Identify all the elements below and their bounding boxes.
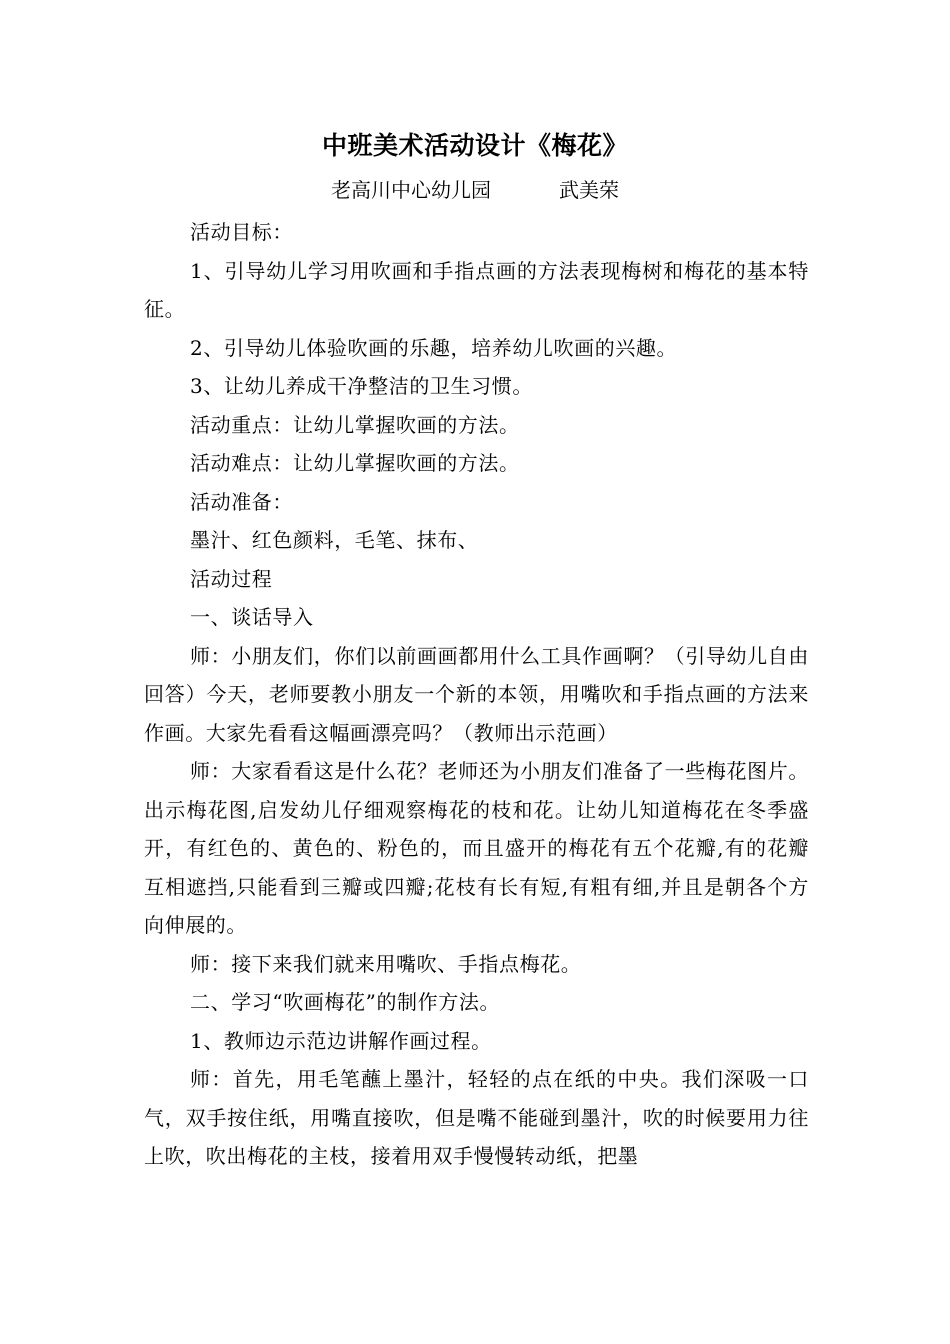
paragraph-step-1: 1、教师边示范边讲解作画过程。	[190, 1028, 492, 1053]
paragraph-difficulty: 活动难点：让幼儿掌握吹画的方法。	[190, 451, 520, 475]
paragraph-teacher-intro: 师：小朋友们，你们以前画画都用什么工具作画啊？（引导幼儿自由回答）今天，老师要教小朋友一个新的本领，用嘴吹和手指点画的方法来作画。大家先看看这幅画漂亮吗？（教师出示范画）	[144, 643, 809, 745]
document-title: 中班美术活动设计《梅花》	[321, 131, 628, 160]
paragraph-process-heading: 活动过程	[190, 566, 273, 591]
paragraph-section-1: 一、谈话导入	[190, 605, 314, 629]
document-body	[144, 213, 809, 1176]
paragraph-goals-heading: 活动目标：	[190, 220, 293, 244]
paragraph-preparation-heading: 活动准备：	[190, 489, 293, 514]
paragraph-goal-3: 3、让幼儿养成干净整洁的卫生习惯。	[190, 374, 533, 398]
paragraph-key-point: 活动重点：让幼儿掌握吹画的方法。	[190, 412, 520, 437]
paragraph-materials: 墨汁、红色颜料，毛笔、抹布、	[190, 528, 479, 552]
paragraph-goal-1: 1、引导幼儿学习用吹画和手指点画的方法表现梅树和梅花的基本特征。	[144, 258, 809, 321]
paragraph-teacher-observe: 师：大家看看这是什么花？老师还为小朋友们准备了一些梅花图片。出示梅花图,启发幼儿仔细观察梅花的枝和花。让幼儿知道梅花在冬季盛开，有红色的、黄色的、粉色的，而且盛开的梅花有五个花瓣,有的花瓣互相遮挡,只能看到三瓣或四瓣;花枝有长有短,有粗有细,并且是朝各个方向伸展的。	[144, 759, 809, 937]
author-line	[0, 172, 950, 208]
paragraph-section-2: 二、学习“吹画梅花”的制作方法。	[190, 990, 501, 1014]
paragraph-goal-2: 2、引导幼儿体验吹画的乐趣，培养幼儿吹画的兴趣。	[190, 335, 678, 360]
author-name: 武美荣	[559, 178, 619, 202]
paragraph-teacher-next: 师：接下来我们就来用嘴吹、手指点梅花。	[190, 951, 582, 976]
paragraph-teacher-demo: 师：首先，用毛笔蘸上墨汁，轻轻的点在纸的中央。我们深吸一口气，双手按住纸，用嘴直接吹，但是嘴不能碰到墨汁，吹的时候要用力往上吹，吹出梅花的主枝，接着用双手慢慢转动纸，把墨	[144, 1067, 809, 1168]
author-school: 老高川中心幼儿园	[331, 178, 491, 202]
